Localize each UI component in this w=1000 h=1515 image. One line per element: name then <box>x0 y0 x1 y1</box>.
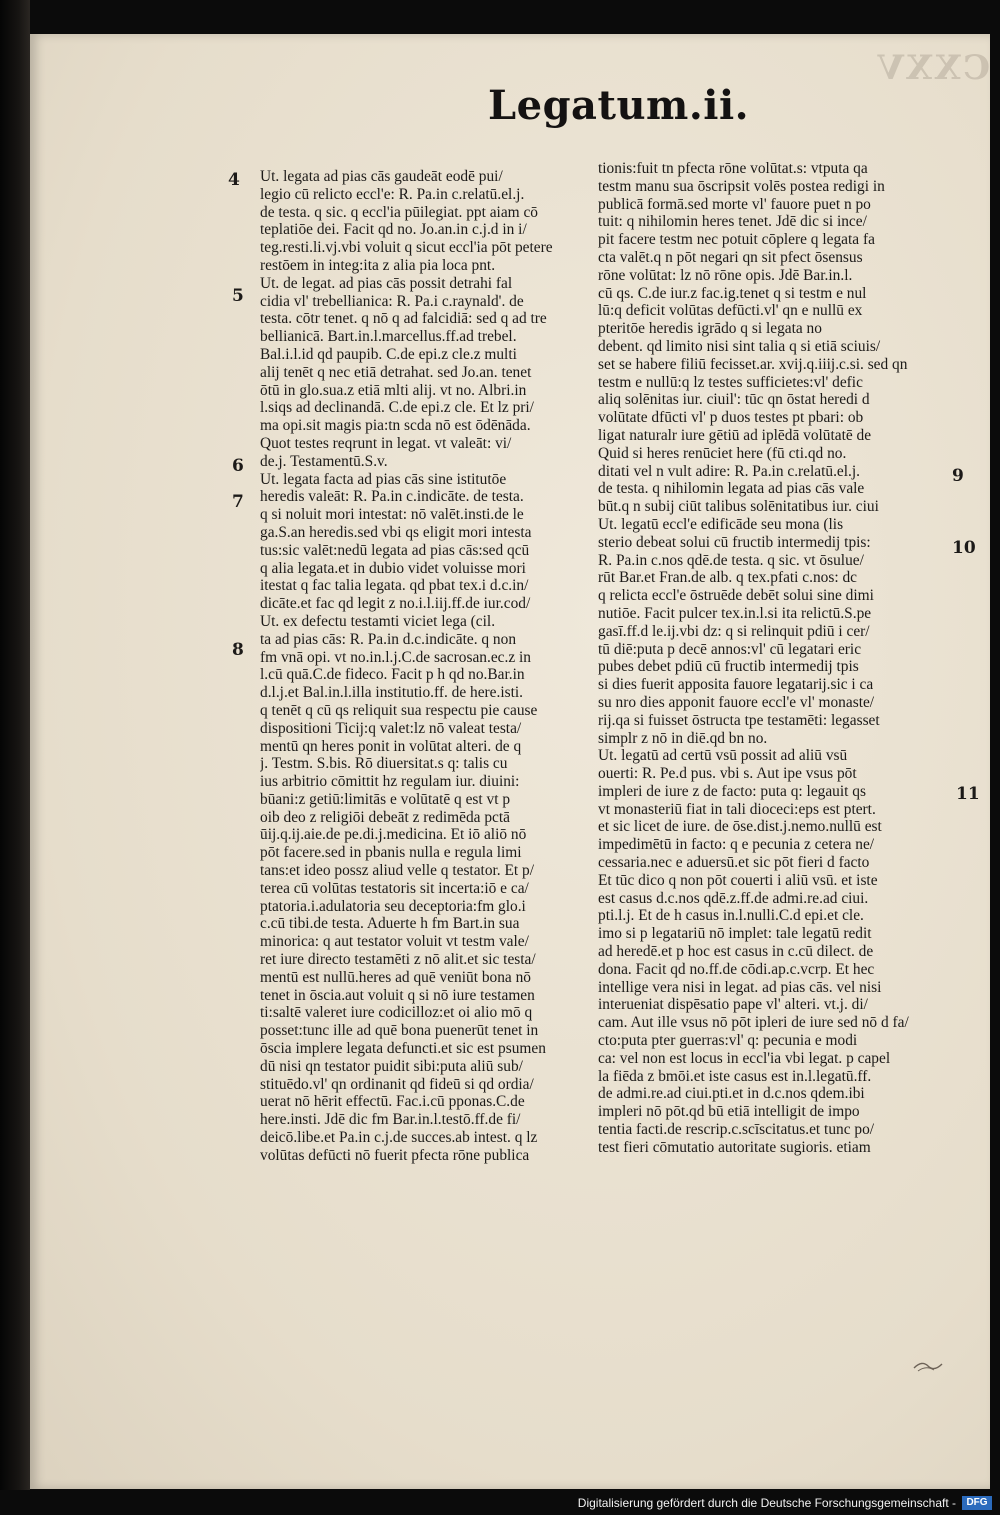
text-line: ma opi.sit magis pia:tn scda nō est ōdēnāda. <box>260 417 531 435</box>
text-line: posset:tunc ille ad quē bona puenerūt tenet in <box>260 1022 539 1040</box>
text-line: cta valēt.q n pōt negari qn sit pfect ōsensus <box>598 248 863 266</box>
text-line: ad heredē.et p hoc est casus in c.cū dilect. de <box>598 943 874 961</box>
text-line: oib deo z religiōi debeāt z redimēda pctā <box>260 808 510 826</box>
text-line: debent. qd limito nisi sint talia q si etiā sciuis/ <box>598 337 881 355</box>
left-text-column <box>260 168 590 1165</box>
text-line: restōem in integ:ita z alia pia loca pnt. <box>260 256 496 274</box>
text-line: ptatoria.i.adulatoria seu deceptoria:fm glo.i <box>260 897 526 915</box>
text-line: tenet in ōscia.aut voluit q si nō iure testamen <box>260 986 535 1004</box>
text-line: būt.q n subij ciūt talibus solēnitatibus iur. ciui <box>598 498 879 516</box>
text-line: l.cū quā.C.de fideco. Facit p h qd no.Bar.in <box>260 666 525 684</box>
text-line: impleri nō pōt.qd bū etiā intelligit de impo <box>598 1103 860 1121</box>
text-line: testa. cōtr tenet. q nō q ad falcidiā: sed q ad tre <box>260 310 547 328</box>
right-text-column <box>598 160 944 1157</box>
text-line: sterio debeat solui cū fructib intermedij tpis: <box>598 533 871 551</box>
text-line: cto:puta pter guerras:vl' q: pecunia e modi <box>598 1032 858 1050</box>
text-line: būani:z getiū:limitās e volūtatē q est vt p <box>260 790 511 808</box>
text-line: rij.qa si fuisset ōstructa tpe testamēti: legasset <box>598 711 880 729</box>
text-line: Ut. legatū ad certū vsū possit ad aliū vsū <box>598 747 848 765</box>
text-line: ga.S.an heredis.sed vbi qs eligit mori intesta <box>260 523 532 541</box>
text-line: mentū qn heres ponit in volūtat alteri. de q <box>260 737 522 755</box>
text-line: q alia legata.et in dubio videt voluisse mori <box>260 559 526 577</box>
text-line: ōscia implere legata defuncti.et sic est psumen <box>260 1040 546 1058</box>
text-line: ret iure directo testamēti z nō alit.et sic testa/ <box>260 951 536 969</box>
text-line: rōne volūtat: lz nō rōne opis. Jdē Bar.in.l. <box>598 266 853 284</box>
text-line: ōtū in glo.sua.z etiā mlti alij. vt no. Albri.in <box>260 381 527 399</box>
paragraph-number: 10 <box>952 538 976 558</box>
text-line: publicā formā.sed morte vl' fauore puet n po <box>598 195 871 213</box>
text-line: dicāte.et fac qd legit z no.i.l.iij.ff.de iur.cod/ <box>260 595 531 613</box>
text-line: set se habere filiū fecisset.ar. xvij.q.iiij.c.si. sed qn <box>598 355 908 373</box>
text-line: Bal.i.l.id qd paupib. C.de epi.z cle.z multi <box>260 345 517 363</box>
text-line: tans:et ideo possz aliud velle q testator. Et p/ <box>260 862 534 880</box>
footer-credit-text: Digitalisierung gefördert durch die Deutsche Forschungsgemeinschaft - <box>577 1496 956 1510</box>
text-line: itestat q fac talia legata. qd pbat tex.i d.c.in/ <box>260 577 529 595</box>
text-line: volūtate dfūcti vl' p duos testes pt pbari: ob <box>598 409 864 427</box>
text-line: deicō.libe.et Pa.in c.j.de succes.ab intest. q lz <box>260 1129 538 1147</box>
text-line: de.j. Testamentū.S.v. <box>260 452 388 470</box>
text-line: fm vnā opi. vt no.in.l.j.C.de sacrosan.ec.z in <box>260 648 531 666</box>
text-line: volūtas defūcti nō fuerit pfecta rōne publica <box>260 1146 530 1164</box>
text-line: Ut. legatū eccl'e edificāde seu mona (lis <box>598 515 844 533</box>
text-line: teplatiōe dei. Facit qd no. Jo.an.in c.j.d in i/ <box>260 221 527 239</box>
text-line: Ut. de legat. ad pias cās possit detrahi fal <box>260 274 513 292</box>
text-line: et sic licet de iure. de ōse.dist.j.nemo.nullū est <box>598 818 882 836</box>
text-line: simplr z nō in diē.qd bn no. <box>598 729 768 747</box>
text-line: cessaria.nec e aduersū.et sic pōt fieri d facto <box>598 854 870 872</box>
paragraph-number: 9 <box>952 466 964 486</box>
text-line: Ut. legata facta ad pias cās sine istitutōe <box>260 470 507 488</box>
text-line: gasī.ff.d le.ij.vbi dz: q si relinquit pdiū i cer/ <box>598 622 870 640</box>
text-line: cidia vl' trebellianica: R. Pa.i c.raynald'. de <box>260 292 524 310</box>
text-line: bellianicā. Bart.in.l.marcellus.ff.ad trebel. <box>260 328 517 346</box>
dfg-logo: DFG <box>962 1496 992 1510</box>
text-line: pti.l.j. Et de h casus in.l.nulli.C.d epi.et cle. <box>598 907 864 925</box>
text-line: ūij.q.ij.aie.de pe.di.j.medicina. Et iō aliō nō <box>260 826 527 844</box>
text-line: tus:sic valēt:nedū legata ad pias cās:sed qcū <box>260 541 530 559</box>
page-title: Legatum.ii. <box>488 82 750 129</box>
text-line: dū nisi qn testator puidit sibi:puta aliū sub/ <box>260 1057 523 1075</box>
text-line: tū diē:puta p decē annos:vl' cū legatari eric <box>598 640 862 658</box>
text-line: q relicta eccl'e ōstruēde debēt solui sine dimi <box>598 587 874 605</box>
text-line: lū:q deficit volūtas defūcti.vl' qn e nullū ex <box>598 302 863 320</box>
text-line: ouerti: R. Pe.d pus. vbi s. Aut ipe vsus pōt <box>598 765 857 783</box>
text-line: testm e nullū:q lz testes sufficietes:vl' defic <box>598 373 863 391</box>
text-line: cū qs. C.de iur.z fac.ig.tenet q si testm e nul <box>598 284 867 302</box>
pen-flourish-mark <box>912 1358 944 1374</box>
paragraph-number: 8 <box>232 640 244 660</box>
text-line: legio cū relicto eccl'e: R. Pa.in c.relatū.el.j. <box>260 185 525 203</box>
text-line: ligat naturalr iure gētiū ad iplēdā volūtatē de <box>598 426 872 444</box>
text-line: imo si p legatariū nō implet: tale legatū redit <box>598 925 872 943</box>
text-line: pit facere testm nec potuit cōplere q legata fa <box>598 231 875 249</box>
bleed-through-heading: CXXV <box>875 48 990 88</box>
paragraph-number: 5 <box>232 286 244 306</box>
text-line: ti:saltē valeret iure codicilloz:et oi alio mō q <box>260 1004 533 1022</box>
text-line: teg.resti.li.vj.vbi voluit q sicut eccl'ia pōt petere <box>260 239 553 257</box>
book-binding-edge <box>0 0 30 1490</box>
text-line: Quot testes reqrunt in legat. vt valeāt: vi/ <box>260 434 512 452</box>
text-line: Et tūc dico q non pōt couerti i aliū vsū. et iste <box>598 871 878 889</box>
text-line: here.insti. Jdē dic fm Bar.in.l.testō.ff.de fi/ <box>260 1111 521 1129</box>
text-line: aliq solēnitas iur. ciuil': tūc qn ōstat heredi d <box>598 391 870 409</box>
text-line: de testa. q nihilomin legata ad pias cās vale <box>598 480 865 498</box>
text-line: q si noluit mori intestat: nō valēt.insti.de le <box>260 506 524 524</box>
text-line: vt monasteriū fiat in tali dioceci:eps est ptert. <box>598 800 876 818</box>
text-line: su nro dies apponit fauore eccl'e vl' monaste/ <box>598 693 875 711</box>
text-line: Ut. ex defectu testamti viciet lega (cil. <box>260 612 496 630</box>
text-line: impedimētū in facto: q e pecunia z cetera ne/ <box>598 836 875 854</box>
text-line: rūt Bar.et Fran.de alb. q tex.pfati c.nos: dc <box>598 569 858 587</box>
text-line: intellige vera nisi in legat. ad pias cās. vel nisi <box>598 978 882 996</box>
text-line: de testa. q sic. q eccl'ia pūilegiat. ppt aiam cō <box>260 203 538 221</box>
text-line: ta ad pias cās: R. Pa.in d.c.indicāte. q non <box>260 630 517 648</box>
text-line: tuit: q nihilomin heres tenet. Jdē dic si ince/ <box>598 213 867 231</box>
text-line: c.cū tibi.de testa. Aduerte h fm Bart.in sua <box>260 915 520 933</box>
text-line: pteritōe heredis igrādo q si legata no <box>598 320 822 338</box>
text-line: pubes debet pdiū cū fructib intermedij tpis <box>598 658 859 676</box>
text-line: dispositioni Ticij:q valet:lz nō valeat testa/ <box>260 719 522 737</box>
text-line: Ut. legata ad pias cās gaudeāt eodē pui/ <box>260 168 503 185</box>
text-line: stituēdo.vl' qn ordinanit qd fideū si qd ordia/ <box>260 1075 534 1093</box>
digitization-footer <box>0 1491 1000 1515</box>
text-line: d.l.j.et Bal.in.l.illa institutio.ff. de here.isti. <box>260 684 524 702</box>
text-line: ius arbitrio cōmittit hz regulam iur. diuini: <box>260 773 520 791</box>
text-line: R. Pa.in c.nos qdē.de testa. q sic. vt ōsulue/ <box>598 551 864 569</box>
text-line: l.siqs ad declinandā. C.de epi.z cle. Et lz pri/ <box>260 399 534 417</box>
text-line: nutiōe. Facit pulcer tex.in.l.si ita relictū.S.pe <box>598 604 872 622</box>
text-line: cam. Aut ille vsus nō pōt ipleri de iure sed nō d fa/ <box>598 1014 909 1032</box>
text-line: q tenēt q cū qs reliquit sua respectu pie cause <box>260 701 538 719</box>
paragraph-number: 7 <box>232 492 244 512</box>
text-line: si dies fuerit apposita fauore legatarij.sic i ca <box>598 676 874 694</box>
text-line: impleri de iure z de facto: puta q: legauit qs <box>598 782 866 800</box>
text-line: alij tenēt q nec etiā detrahat. sed Jo.an. tenet <box>260 363 532 381</box>
text-line: de admi.re.ad ciui.pti.et in d.c.nos qdem.ibi <box>598 1085 865 1103</box>
paragraph-number: 11 <box>956 784 980 804</box>
text-line: terea cū volūtas testatoris sit incerta:iō e ca/ <box>260 879 529 897</box>
text-line: ditati vel n vult adire: R. Pa.in c.relatū.el.j. <box>598 462 861 480</box>
text-line: Quid si heres renūciet here (fū cti.qd no. <box>598 444 847 462</box>
text-line: heredis valeāt: R. Pa.in c.indicāte. de testa. <box>260 488 524 506</box>
text-line: est casus d.c.nos qdē.z.ff.de admi.re.ad ciui. <box>598 889 869 907</box>
text-line: mentū est nullū.heres ad quē veniūt bona nō <box>260 968 531 986</box>
text-line: tionis:fuit tn pfecta rōne volūtat.s: vtputa qa <box>598 160 868 177</box>
text-line: tentia facti.de rescrip.c.scīscitatus.et tunc po/ <box>598 1121 875 1139</box>
text-line: la fiēda z bmōi.et iste casus est in.l.legatū.ff. <box>598 1067 872 1085</box>
paragraph-number: 6 <box>232 456 244 476</box>
text-line: dona. Facit qd no.ff.de cōdi.ap.c.vcrp. Et hec <box>598 960 875 978</box>
text-line: ca: vel non est locus in eccl'ia vbi legat. p capel <box>598 1049 891 1067</box>
text-line: minorica: q aut testator voluit vt testm vale/ <box>260 933 529 951</box>
text-line: testm manu sua ōscripsit volēs postea redigi in <box>598 177 885 195</box>
text-line: j. Testm. S.bis. Rō diuersitat.s q: talis cu <box>260 755 508 773</box>
text-line: test fieri cōmutatio autoritate sugioris. etiam <box>598 1138 871 1156</box>
text-line: interueniat dispēsatio pape vl' alteri. vt.j. di/ <box>598 996 868 1014</box>
text-line: uerat nō hērit effectū. Fac.i.cū pponas.C.de <box>260 1093 525 1111</box>
paragraph-number: 4 <box>228 170 240 190</box>
text-line: pōt facere.sed in pbanis nulla e regula limi <box>260 844 522 862</box>
